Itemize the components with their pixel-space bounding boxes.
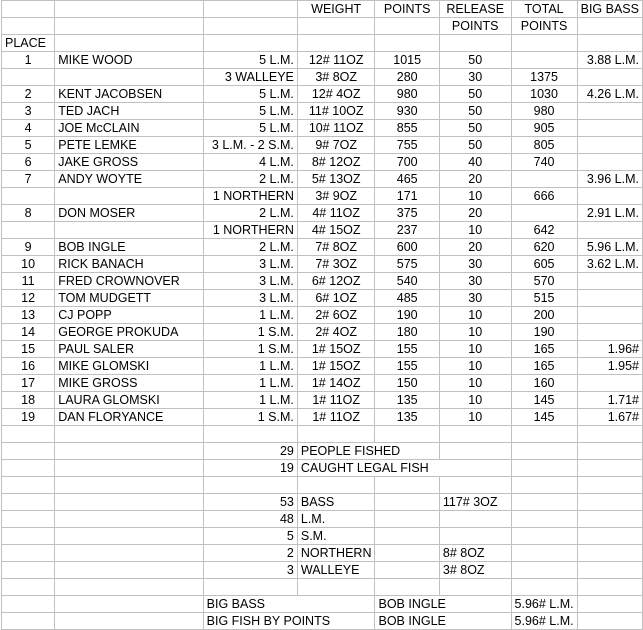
catch-cell[interactable]: 1 L.M. — [203, 358, 297, 375]
points-cell[interactable]: 237 — [375, 222, 439, 239]
points-cell[interactable]: 155 — [375, 358, 439, 375]
total-points-cell[interactable] — [511, 52, 577, 69]
release-points-cell[interactable]: 50 — [439, 120, 511, 137]
table-row — [2, 103, 643, 120]
table-row — [2, 307, 643, 324]
catch-cell[interactable]: 5 L.M. — [203, 120, 297, 137]
catch-cell[interactable]: 2 L.M. — [203, 239, 297, 256]
summary-legal-row — [2, 460, 643, 477]
catch-cell[interactable]: 2 L.M. — [203, 171, 297, 188]
weight-cell[interactable]: 6# 12OZ — [297, 273, 375, 290]
header-points[interactable]: POINTS — [375, 1, 439, 18]
weight-cell[interactable]: 12# 4OZ — [297, 86, 375, 103]
points-cell[interactable]: 171 — [375, 188, 439, 205]
catch-cell[interactable]: 1 S.M. — [203, 324, 297, 341]
place-cell[interactable]: 6 — [2, 154, 55, 171]
release-points-cell[interactable]: 10 — [439, 375, 511, 392]
weight-cell[interactable]: 9# 7OZ — [297, 137, 375, 154]
release-points-cell[interactable]: 10 — [439, 188, 511, 205]
table-row — [2, 392, 643, 409]
table-row — [2, 154, 643, 171]
header-big-bass[interactable]: BIG BASS — [577, 1, 642, 18]
angler-name-cell[interactable]: BOB INGLE — [55, 239, 203, 256]
angler-name-cell[interactable]: DAN FLORYANCE — [55, 409, 203, 426]
angler-name-cell[interactable] — [55, 69, 203, 86]
header-total-points[interactable]: POINTS — [511, 18, 577, 35]
weight-cell[interactable]: 7# 3OZ — [297, 256, 375, 273]
release-points-cell[interactable]: 30 — [439, 256, 511, 273]
people-label[interactable]: PEOPLE FISHED — [297, 443, 439, 460]
place-cell[interactable]: 10 — [2, 256, 55, 273]
total-points-cell[interactable]: 570 — [511, 273, 577, 290]
table-row — [2, 341, 643, 358]
release-points-cell[interactable]: 10 — [439, 307, 511, 324]
total-points-cell[interactable]: 642 — [511, 222, 577, 239]
points-cell[interactable]: 700 — [375, 154, 439, 171]
legal-label[interactable]: CAUGHT LEGAL FISH — [297, 460, 511, 477]
release-points-cell[interactable]: 10 — [439, 222, 511, 239]
weight-cell[interactable]: 4# 11OZ — [297, 205, 375, 222]
table-row — [2, 86, 643, 103]
catch-cell[interactable]: 1 S.M. — [203, 409, 297, 426]
release-points-cell[interactable]: 10 — [439, 409, 511, 426]
award-winner[interactable]: BOB INGLE — [375, 596, 511, 613]
weight-cell[interactable]: 2# 6OZ — [297, 307, 375, 324]
angler-name-cell[interactable]: GEORGE PROKUDA — [55, 324, 203, 341]
weight-cell[interactable]: 6# 1OZ — [297, 290, 375, 307]
place-cell[interactable] — [2, 188, 55, 205]
header-place[interactable]: PLACE — [2, 35, 55, 52]
place-cell[interactable]: 16 — [2, 358, 55, 375]
award-value[interactable]: 5.96# L.M. — [511, 596, 577, 613]
place-cell[interactable]: 14 — [2, 324, 55, 341]
big-bass-cell[interactable] — [577, 273, 642, 290]
points-cell[interactable]: 930 — [375, 103, 439, 120]
big-bass-cell[interactable] — [577, 103, 642, 120]
catch-cell[interactable]: 3 L.M. — [203, 256, 297, 273]
release-points-cell[interactable]: 50 — [439, 52, 511, 69]
release-points-cell[interactable]: 10 — [439, 392, 511, 409]
catch-cell[interactable]: 3 L.M. — [203, 273, 297, 290]
place-cell[interactable]: 12 — [2, 290, 55, 307]
points-cell[interactable]: 980 — [375, 86, 439, 103]
angler-name-cell[interactable]: LAURA GLOMSKI — [55, 392, 203, 409]
bass-label[interactable]: BASS — [297, 494, 375, 511]
weight-cell[interactable]: 5# 13OZ — [297, 171, 375, 188]
big-bass-cell[interactable] — [577, 154, 642, 171]
angler-name-cell[interactable]: JAKE GROSS — [55, 154, 203, 171]
catch-cell[interactable]: 1 L.M. — [203, 392, 297, 409]
release-points-cell[interactable]: 30 — [439, 273, 511, 290]
walleye-weight[interactable]: 3# 8OZ — [439, 562, 511, 579]
lm-count[interactable]: 48 — [203, 511, 297, 528]
release-points-cell[interactable]: 20 — [439, 205, 511, 222]
points-cell[interactable]: 135 — [375, 409, 439, 426]
big-bass-cell[interactable]: 1.96# — [577, 341, 642, 358]
big-bass-cell[interactable] — [577, 307, 642, 324]
points-cell[interactable]: 855 — [375, 120, 439, 137]
header-weight[interactable]: WEIGHT — [297, 1, 375, 18]
release-points-cell[interactable]: 50 — [439, 103, 511, 120]
table-row — [2, 358, 643, 375]
big-bass-cell[interactable] — [577, 222, 642, 239]
table-row — [2, 324, 643, 341]
points-cell[interactable]: 575 — [375, 256, 439, 273]
table-row — [2, 205, 643, 222]
points-cell[interactable]: 540 — [375, 273, 439, 290]
catch-cell[interactable]: 3 L.M. - 2 S.M. — [203, 137, 297, 154]
award-label[interactable]: BIG BASS — [203, 596, 375, 613]
points-cell[interactable]: 280 — [375, 69, 439, 86]
blank-row — [2, 477, 643, 494]
release-points-cell[interactable]: 10 — [439, 341, 511, 358]
place-cell[interactable] — [2, 222, 55, 239]
angler-name-cell[interactable]: PAUL SALER — [55, 341, 203, 358]
northern-label[interactable]: NORTHERN — [297, 545, 375, 562]
table-row — [2, 171, 643, 188]
table-row — [2, 137, 643, 154]
header-release[interactable]: RELEASE — [439, 1, 511, 18]
weight-cell[interactable]: 8# 12OZ — [297, 154, 375, 171]
results-spreadsheet — [1, 0, 643, 630]
total-points-cell[interactable]: 160 — [511, 375, 577, 392]
angler-name-cell[interactable]: PETE LEMKE — [55, 137, 203, 154]
catch-cell[interactable]: 1 L.M. — [203, 307, 297, 324]
sm-count[interactable]: 5 — [203, 528, 297, 545]
big-bass-cell[interactable] — [577, 120, 642, 137]
summary-lm-row — [2, 511, 643, 528]
catch-cell[interactable]: 4 L.M. — [203, 154, 297, 171]
catch-cell[interactable]: 5 L.M. — [203, 86, 297, 103]
place-cell[interactable]: 13 — [2, 307, 55, 324]
people-count[interactable]: 29 — [203, 443, 297, 460]
catch-cell[interactable]: 1 L.M. — [203, 375, 297, 392]
catch-cell[interactable]: 1 NORTHERN — [203, 222, 297, 239]
points-cell[interactable]: 755 — [375, 137, 439, 154]
weight-cell[interactable]: 1# 15OZ — [297, 358, 375, 375]
weight-cell[interactable]: 12# 11OZ — [297, 52, 375, 69]
header-total[interactable]: TOTAL — [511, 1, 577, 18]
angler-name-cell[interactable]: ANDY WOYTE — [55, 171, 203, 188]
place-cell[interactable]: 5 — [2, 137, 55, 154]
place-cell[interactable]: 18 — [2, 392, 55, 409]
weight-cell[interactable]: 10# 11OZ — [297, 120, 375, 137]
release-points-cell[interactable]: 30 — [439, 290, 511, 307]
total-points-cell[interactable] — [511, 171, 577, 188]
summary-walleye-row — [2, 562, 643, 579]
angler-name-cell[interactable]: DON MOSER — [55, 205, 203, 222]
total-points-cell[interactable]: 620 — [511, 239, 577, 256]
total-points-cell[interactable]: 605 — [511, 256, 577, 273]
northern-count[interactable]: 2 — [203, 545, 297, 562]
summary-sm-row — [2, 528, 643, 545]
total-points-cell[interactable] — [511, 205, 577, 222]
catch-cell[interactable]: 2 L.M. — [203, 205, 297, 222]
place-cell[interactable]: 7 — [2, 171, 55, 188]
place-cell[interactable]: 15 — [2, 341, 55, 358]
big-bass-cell[interactable]: 3.88 L.M. — [577, 52, 642, 69]
big-bass-cell[interactable]: 3.96 L.M. — [577, 171, 642, 188]
weight-cell[interactable]: 3# 8OZ — [297, 69, 375, 86]
award-row-big-bass — [2, 596, 643, 613]
release-points-cell[interactable]: 30 — [439, 69, 511, 86]
big-bass-cell[interactable]: 3.62 L.M. — [577, 256, 642, 273]
weight-cell[interactable]: 7# 8OZ — [297, 239, 375, 256]
angler-name-cell[interactable]: TED JACH — [55, 103, 203, 120]
angler-name-cell[interactable]: FRED CROWNOVER — [55, 273, 203, 290]
big-bass-cell[interactable] — [577, 290, 642, 307]
place-cell[interactable]: 11 — [2, 273, 55, 290]
weight-cell[interactable]: 4# 15OZ — [297, 222, 375, 239]
angler-name-cell[interactable]: TOM MUDGETT — [55, 290, 203, 307]
total-points-cell[interactable]: 515 — [511, 290, 577, 307]
angler-name-cell[interactable] — [55, 188, 203, 205]
place-cell[interactable]: 4 — [2, 120, 55, 137]
release-points-cell[interactable]: 50 — [439, 86, 511, 103]
points-cell[interactable]: 600 — [375, 239, 439, 256]
blank-row — [2, 579, 643, 596]
summary-northern-row — [2, 545, 643, 562]
weight-cell[interactable]: 1# 14OZ — [297, 375, 375, 392]
big-bass-cell[interactable]: 5.96 L.M. — [577, 239, 642, 256]
northern-weight[interactable]: 8# 8OZ — [439, 545, 511, 562]
total-points-cell[interactable]: 190 — [511, 324, 577, 341]
summary-people-row — [2, 443, 643, 460]
release-points-cell[interactable]: 10 — [439, 358, 511, 375]
place-cell[interactable] — [2, 69, 55, 86]
points-cell[interactable]: 135 — [375, 392, 439, 409]
award-row-big-fish-points — [2, 613, 643, 630]
points-cell[interactable]: 465 — [375, 171, 439, 188]
total-points-cell[interactable]: 165 — [511, 358, 577, 375]
place-cell[interactable]: 1 — [2, 52, 55, 69]
big-bass-cell[interactable] — [577, 188, 642, 205]
place-cell[interactable]: 2 — [2, 86, 55, 103]
bass-count[interactable]: 53 — [203, 494, 297, 511]
place-cell[interactable]: 9 — [2, 239, 55, 256]
legal-count[interactable]: 19 — [203, 460, 297, 477]
award-winner[interactable]: BOB INGLE — [375, 613, 511, 630]
table-row — [2, 273, 643, 290]
total-points-cell[interactable]: 200 — [511, 307, 577, 324]
table-row — [2, 120, 643, 137]
place-cell[interactable]: 8 — [2, 205, 55, 222]
release-points-cell[interactable]: 20 — [439, 171, 511, 188]
table-row — [2, 409, 643, 426]
walleye-count[interactable]: 3 — [203, 562, 297, 579]
catch-cell[interactable]: 1 NORTHERN — [203, 188, 297, 205]
release-points-cell[interactable]: 40 — [439, 154, 511, 171]
total-points-cell[interactable]: 165 — [511, 341, 577, 358]
angler-name-cell[interactable]: KENT JACOBSEN — [55, 86, 203, 103]
points-cell[interactable]: 155 — [375, 341, 439, 358]
total-points-cell[interactable]: 805 — [511, 137, 577, 154]
table-row — [2, 222, 643, 239]
points-cell[interactable]: 375 — [375, 205, 439, 222]
points-cell[interactable]: 150 — [375, 375, 439, 392]
sm-label[interactable]: S.M. — [297, 528, 375, 545]
place-cell[interactable]: 3 — [2, 103, 55, 120]
walleye-label[interactable]: WALLEYE — [297, 562, 375, 579]
total-points-cell[interactable]: 1375 — [511, 69, 577, 86]
table-row — [2, 239, 643, 256]
catch-cell[interactable]: 5 L.M. — [203, 52, 297, 69]
angler-name-cell[interactable]: MIKE GROSS — [55, 375, 203, 392]
table-row — [2, 69, 643, 86]
angler-name-cell[interactable]: JOE McCLAIN — [55, 120, 203, 137]
weight-cell[interactable]: 1# 15OZ — [297, 341, 375, 358]
weight-cell[interactable]: 1# 11OZ — [297, 409, 375, 426]
big-bass-cell[interactable] — [577, 69, 642, 86]
angler-name-cell[interactable]: MIKE WOOD — [55, 52, 203, 69]
lm-label[interactable]: L.M. — [297, 511, 375, 528]
points-cell[interactable]: 180 — [375, 324, 439, 341]
weight-cell[interactable]: 2# 4OZ — [297, 324, 375, 341]
header-row-2 — [2, 18, 643, 35]
total-points-cell[interactable]: 1030 — [511, 86, 577, 103]
angler-name-cell[interactable]: CJ POPP — [55, 307, 203, 324]
catch-cell[interactable]: 1 S.M. — [203, 341, 297, 358]
angler-name-cell[interactable]: MIKE GLOMSKI — [55, 358, 203, 375]
big-bass-cell[interactable] — [577, 375, 642, 392]
award-value[interactable]: 5.96# L.M. — [511, 613, 577, 630]
total-points-cell[interactable]: 666 — [511, 188, 577, 205]
total-points-cell[interactable]: 980 — [511, 103, 577, 120]
catch-cell[interactable]: 3 L.M. — [203, 290, 297, 307]
angler-name-cell[interactable] — [55, 222, 203, 239]
catch-cell[interactable]: 3 WALLEYE — [203, 69, 297, 86]
big-bass-cell[interactable]: 2.91 L.M. — [577, 205, 642, 222]
header-row — [2, 1, 643, 18]
points-cell[interactable]: 190 — [375, 307, 439, 324]
release-points-cell[interactable]: 20 — [439, 239, 511, 256]
big-bass-cell[interactable]: 1.71# — [577, 392, 642, 409]
table-row — [2, 52, 643, 69]
release-points-cell[interactable]: 10 — [439, 324, 511, 341]
total-points-cell[interactable]: 145 — [511, 392, 577, 409]
award-label[interactable]: BIG FISH BY POINTS — [203, 613, 375, 630]
big-bass-cell[interactable]: 1.67# — [577, 409, 642, 426]
total-points-cell[interactable]: 740 — [511, 154, 577, 171]
big-bass-cell[interactable]: 4.26 L.M. — [577, 86, 642, 103]
angler-name-cell[interactable]: RICK BANACH — [55, 256, 203, 273]
weight-cell[interactable]: 3# 9OZ — [297, 188, 375, 205]
table-row — [2, 188, 643, 205]
catch-cell[interactable]: 5 L.M. — [203, 103, 297, 120]
bass-weight[interactable]: 117# 3OZ — [439, 494, 511, 511]
table-row — [2, 290, 643, 307]
weight-cell[interactable]: 1# 11OZ — [297, 392, 375, 409]
big-bass-cell[interactable] — [577, 137, 642, 154]
place-cell[interactable]: 19 — [2, 409, 55, 426]
total-points-cell[interactable]: 145 — [511, 409, 577, 426]
table-row — [2, 375, 643, 392]
table-row — [2, 256, 643, 273]
total-points-cell[interactable]: 905 — [511, 120, 577, 137]
summary-bass-row — [2, 494, 643, 511]
place-cell[interactable]: 17 — [2, 375, 55, 392]
big-bass-cell[interactable] — [577, 324, 642, 341]
big-bass-cell[interactable]: 1.95# — [577, 358, 642, 375]
header-row-3 — [2, 35, 643, 52]
weight-cell[interactable]: 11# 10OZ — [297, 103, 375, 120]
release-points-cell[interactable]: 50 — [439, 137, 511, 154]
header-release-points[interactable]: POINTS — [439, 18, 511, 35]
points-cell[interactable]: 1015 — [375, 52, 439, 69]
points-cell[interactable]: 485 — [375, 290, 439, 307]
blank-row — [2, 426, 643, 443]
